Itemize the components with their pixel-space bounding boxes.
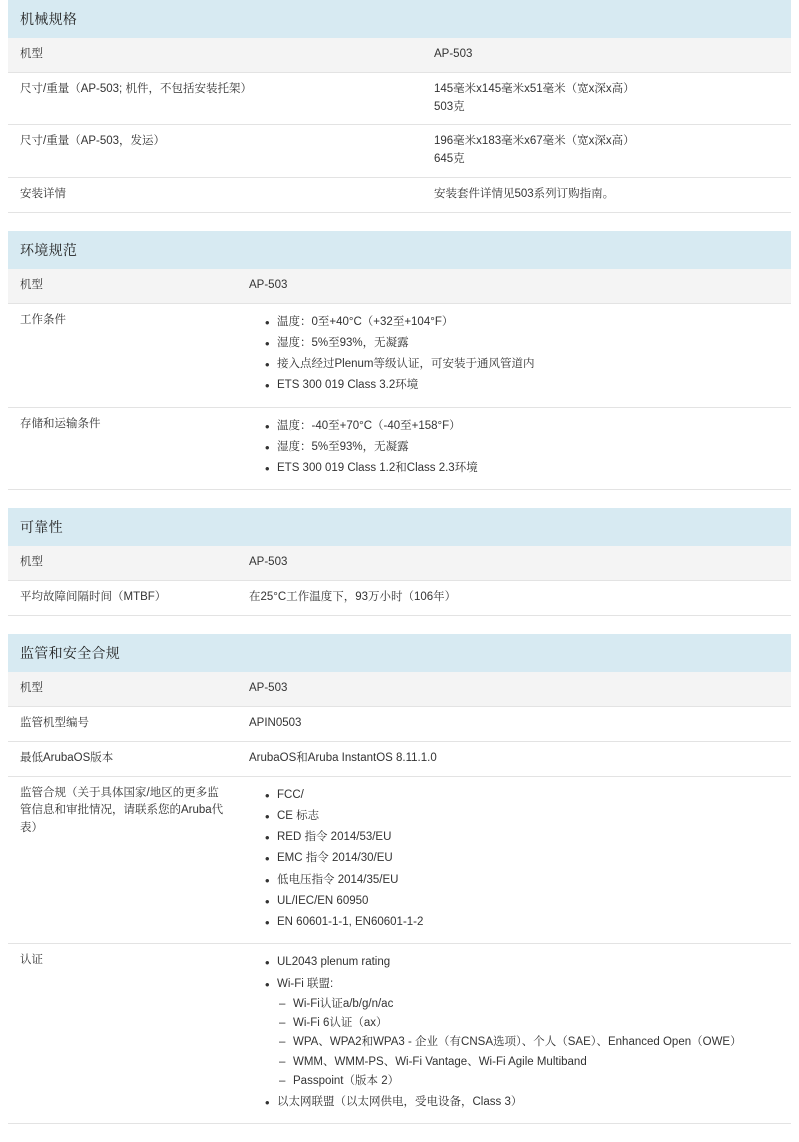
bullet-item: • 湿度：5%至93%，无凝露 bbox=[265, 335, 779, 352]
row-label: 监管机型编号 bbox=[8, 706, 237, 741]
sub-bullet-item: – Passpoint（版本 2） bbox=[279, 1073, 779, 1090]
section-title: 环境规范 bbox=[8, 231, 791, 269]
bullet-item: • CE 标志 bbox=[265, 808, 779, 825]
bullet-item: • UL/IEC/EN 60950 bbox=[265, 893, 779, 910]
value-line: 196毫米x183毫米x67毫米（宽x深x高） bbox=[434, 135, 635, 148]
sub-bullet-item: – WPA、WPA2和WPA3 - 企业（有CNSA选项）、个人（SAE）、Enhanced Open（OWE） bbox=[279, 1034, 779, 1051]
row-value bbox=[422, 72, 791, 125]
table-row bbox=[8, 303, 791, 407]
row-value bbox=[237, 944, 791, 1124]
row-label: 最低ArubaOS版本 bbox=[8, 741, 237, 776]
value-line: 503克 bbox=[434, 100, 465, 113]
sub-bullet-item: – Wi-Fi认证a/b/g/n/ac bbox=[279, 996, 779, 1013]
spec-table bbox=[8, 38, 791, 213]
row-value: 安装套件详情见503系列订购指南。 bbox=[422, 178, 791, 213]
spec-table bbox=[8, 546, 791, 616]
bullet-item: • ETS 300 019 Class 1.2和Class 2.3环境 bbox=[265, 460, 779, 477]
bullet-list bbox=[249, 954, 779, 1111]
bullet-item: • EMC 指令 2014/30/EU bbox=[265, 850, 779, 867]
row-value: 在25°C工作温度下，93万小时（106年） bbox=[237, 581, 791, 616]
row-label: 认证 bbox=[8, 944, 237, 1124]
table-row bbox=[8, 581, 791, 616]
row-value: AP-503 bbox=[237, 672, 791, 706]
bullet-item: • 以太网联盟（以太网供电，受电设备，Class 3） bbox=[265, 1094, 779, 1111]
bullet-item: • ETS 300 019 Class 3.2环境 bbox=[265, 377, 779, 394]
spec-section bbox=[8, 634, 791, 1124]
row-label: 监管合规（关于具体国家/地区的更多监管信息和审批情况，请联系您的Aruba代表） bbox=[8, 776, 237, 944]
row-value bbox=[237, 303, 791, 407]
bullet-item: • UL2043 plenum rating bbox=[265, 954, 779, 971]
table-row bbox=[8, 125, 791, 178]
table-row bbox=[8, 546, 791, 580]
row-label: 平均故障间隔时间（MTBF） bbox=[8, 581, 237, 616]
bullet-item bbox=[265, 976, 779, 1091]
row-value bbox=[237, 407, 791, 490]
table-row bbox=[8, 741, 791, 776]
row-value: AP-503 bbox=[422, 38, 791, 72]
table-row bbox=[8, 672, 791, 706]
row-value bbox=[422, 125, 791, 178]
row-label: 机型 bbox=[8, 672, 237, 706]
row-label: 安装详情 bbox=[8, 178, 422, 213]
bullet-list bbox=[249, 314, 779, 395]
sub-bullet-item: – WMM、WMM-PS、Wi-Fi Vantage、Wi-Fi Agile Multiband bbox=[279, 1054, 779, 1071]
table-row bbox=[8, 407, 791, 490]
spec-section bbox=[8, 508, 791, 616]
bullet-text: Wi-Fi 联盟: bbox=[277, 977, 334, 990]
value-line: 645克 bbox=[434, 153, 465, 166]
row-label: 存储和运输条件 bbox=[8, 407, 237, 490]
bullet-item: • 低电压指令 2014/35/EU bbox=[265, 872, 779, 889]
bullet-item: • 温度：0至+40°C（+32至+104°F） bbox=[265, 314, 779, 331]
section-title: 可靠性 bbox=[8, 508, 791, 546]
row-label: 尺寸/重量（AP-503; 机件，不包括安装托架） bbox=[8, 72, 422, 125]
row-label: 尺寸/重量（AP-503，发运） bbox=[8, 125, 422, 178]
bullet-item: • 温度：-40至+70°C（-40至+158°F） bbox=[265, 418, 779, 435]
row-value: AP-503 bbox=[237, 269, 791, 303]
bullet-item: • 接入点经过Plenum等级认证，可安装于通风管道内 bbox=[265, 356, 779, 373]
row-value: APIN0503 bbox=[237, 706, 791, 741]
section-title: 机械规格 bbox=[8, 0, 791, 38]
table-row bbox=[8, 178, 791, 213]
row-value bbox=[237, 776, 791, 944]
spec-section bbox=[8, 231, 791, 491]
row-label: 工作条件 bbox=[8, 303, 237, 407]
table-row bbox=[8, 269, 791, 303]
row-value: AP-503 bbox=[237, 546, 791, 580]
section-title: 监管和安全合规 bbox=[8, 634, 791, 672]
table-row bbox=[8, 776, 791, 944]
row-label: 机型 bbox=[8, 269, 237, 303]
value-line: 145毫米x145毫米x51毫米（宽x深x高） bbox=[434, 82, 635, 95]
table-row bbox=[8, 706, 791, 741]
row-value: ArubaOS和Aruba InstantOS 8.11.1.0 bbox=[237, 741, 791, 776]
sub-bullet-item: – Wi-Fi 6认证（ax） bbox=[279, 1015, 779, 1032]
sub-bullet-list bbox=[277, 996, 779, 1090]
table-row bbox=[8, 944, 791, 1124]
row-label: 机型 bbox=[8, 546, 237, 580]
spec-table bbox=[8, 672, 791, 1124]
spec-table bbox=[8, 269, 791, 491]
bullet-item: • EN 60601-1-1, EN60601-1-2 bbox=[265, 914, 779, 931]
spec-section bbox=[8, 0, 791, 213]
bullet-list bbox=[249, 787, 779, 932]
bullet-item: • RED 指令 2014/53/EU bbox=[265, 829, 779, 846]
bullet-item: • FCC/ bbox=[265, 787, 779, 804]
row-label: 机型 bbox=[8, 38, 422, 72]
bullet-item: • 湿度：5%至93%，无凝露 bbox=[265, 439, 779, 456]
table-row bbox=[8, 72, 791, 125]
bullet-list bbox=[249, 418, 779, 478]
table-row bbox=[8, 38, 791, 72]
